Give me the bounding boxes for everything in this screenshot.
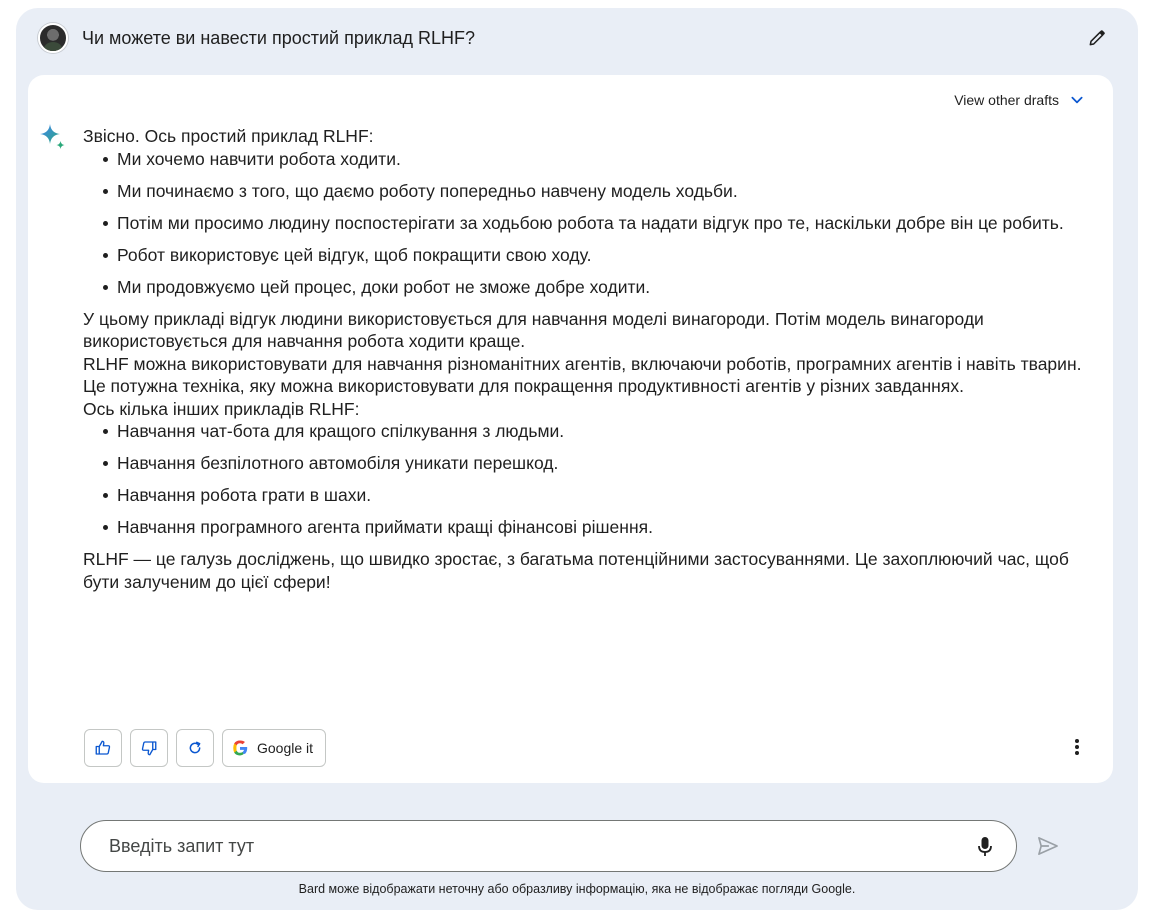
thumbs-up-button[interactable]	[84, 729, 122, 767]
list-item: Робот використовує цей відгук, щоб покращити свою ходу.	[83, 244, 1093, 267]
send-button[interactable]	[1034, 832, 1062, 860]
response-paragraph: RLHF можна використовувати для навчання різноманітних агентів, включаючи роботів, програмних агентів і навіть тварин. Це потужна техніка, яку можна використовувати для покращення продуктивності агентів у різних завданнях.	[83, 353, 1082, 396]
refresh-icon	[187, 740, 203, 756]
pencil-icon	[1087, 28, 1107, 48]
list-item: Навчання програмного агента приймати кращі фінансові рішення.	[83, 516, 1093, 539]
response-conclusion: RLHF — це галузь досліджень, що швидко зростає, з багатьма потенційними застосуваннями. Це захоплюючий час, щоб бути залученим до цієї сфери!	[83, 549, 1069, 592]
response-actions	[84, 729, 326, 767]
list-item: Ми хочемо навчити робота ходити.	[83, 148, 1093, 171]
user-query-text: Чи можете ви навести простий приклад RLHF?	[82, 27, 476, 48]
google-it-button[interactable]	[222, 729, 326, 767]
send-icon	[1037, 836, 1059, 856]
bard-sparkle-icon	[38, 122, 68, 152]
edit-query-button[interactable]	[1084, 25, 1110, 51]
view-other-drafts-label: View other drafts	[954, 92, 1059, 108]
thumbs-up-icon	[94, 739, 112, 757]
response-paragraph: У цьому прикладі відгук людини використовується для навчання моделі винагороди. Потім модель винагороди використовується для навчання робота ходити краще.	[83, 308, 984, 351]
microphone-button[interactable]	[974, 835, 996, 859]
regenerate-button[interactable]	[176, 729, 214, 767]
thumbs-down-icon	[140, 739, 158, 757]
google-it-label: Google it	[257, 740, 314, 756]
google-g-icon	[231, 739, 249, 757]
more-vert-icon	[1074, 738, 1080, 756]
examples-list	[83, 420, 1093, 539]
footer-disclaimer: Bard може відображати неточну або образливу інформацію, яка не відображає погляди Google.	[298, 882, 856, 896]
list-item: Ми продовжуємо цей процес, доки робот не зможе добре ходити.	[83, 276, 1093, 299]
prompt-input-box	[80, 820, 1017, 872]
examples-heading: Ось кілька інших прикладів RLHF:	[83, 398, 360, 419]
conversation-frame	[16, 8, 1138, 910]
steps-list	[83, 148, 1093, 299]
prompt-input[interactable]	[109, 836, 949, 857]
list-item: Ми починаємо з того, що даємо роботу попередньо навчену модель ходьби.	[83, 180, 1093, 203]
list-item: Навчання безпілотного автомобіля уникати перешкод.	[83, 452, 1093, 475]
response-content	[83, 125, 1093, 593]
user-query-row	[38, 22, 1118, 54]
view-other-drafts-button[interactable]	[954, 89, 1085, 111]
more-options-button[interactable]	[1065, 735, 1089, 759]
user-avatar	[38, 23, 68, 53]
microphone-icon	[977, 836, 993, 858]
response-card	[28, 75, 1113, 783]
response-intro: Звісно. Ось простий приклад RLHF:	[83, 126, 374, 146]
list-item: Навчання робота грати в шахи.	[83, 484, 1093, 507]
list-item: Потім ми просимо людину поспостерігати за ходьбою робота та надати відгук про те, наскільки добре він це робить.	[83, 212, 1093, 235]
thumbs-down-button[interactable]	[130, 729, 168, 767]
chevron-down-icon	[1069, 92, 1085, 108]
list-item: Навчання чат-бота для кращого спілкування з людьми.	[83, 420, 1093, 443]
